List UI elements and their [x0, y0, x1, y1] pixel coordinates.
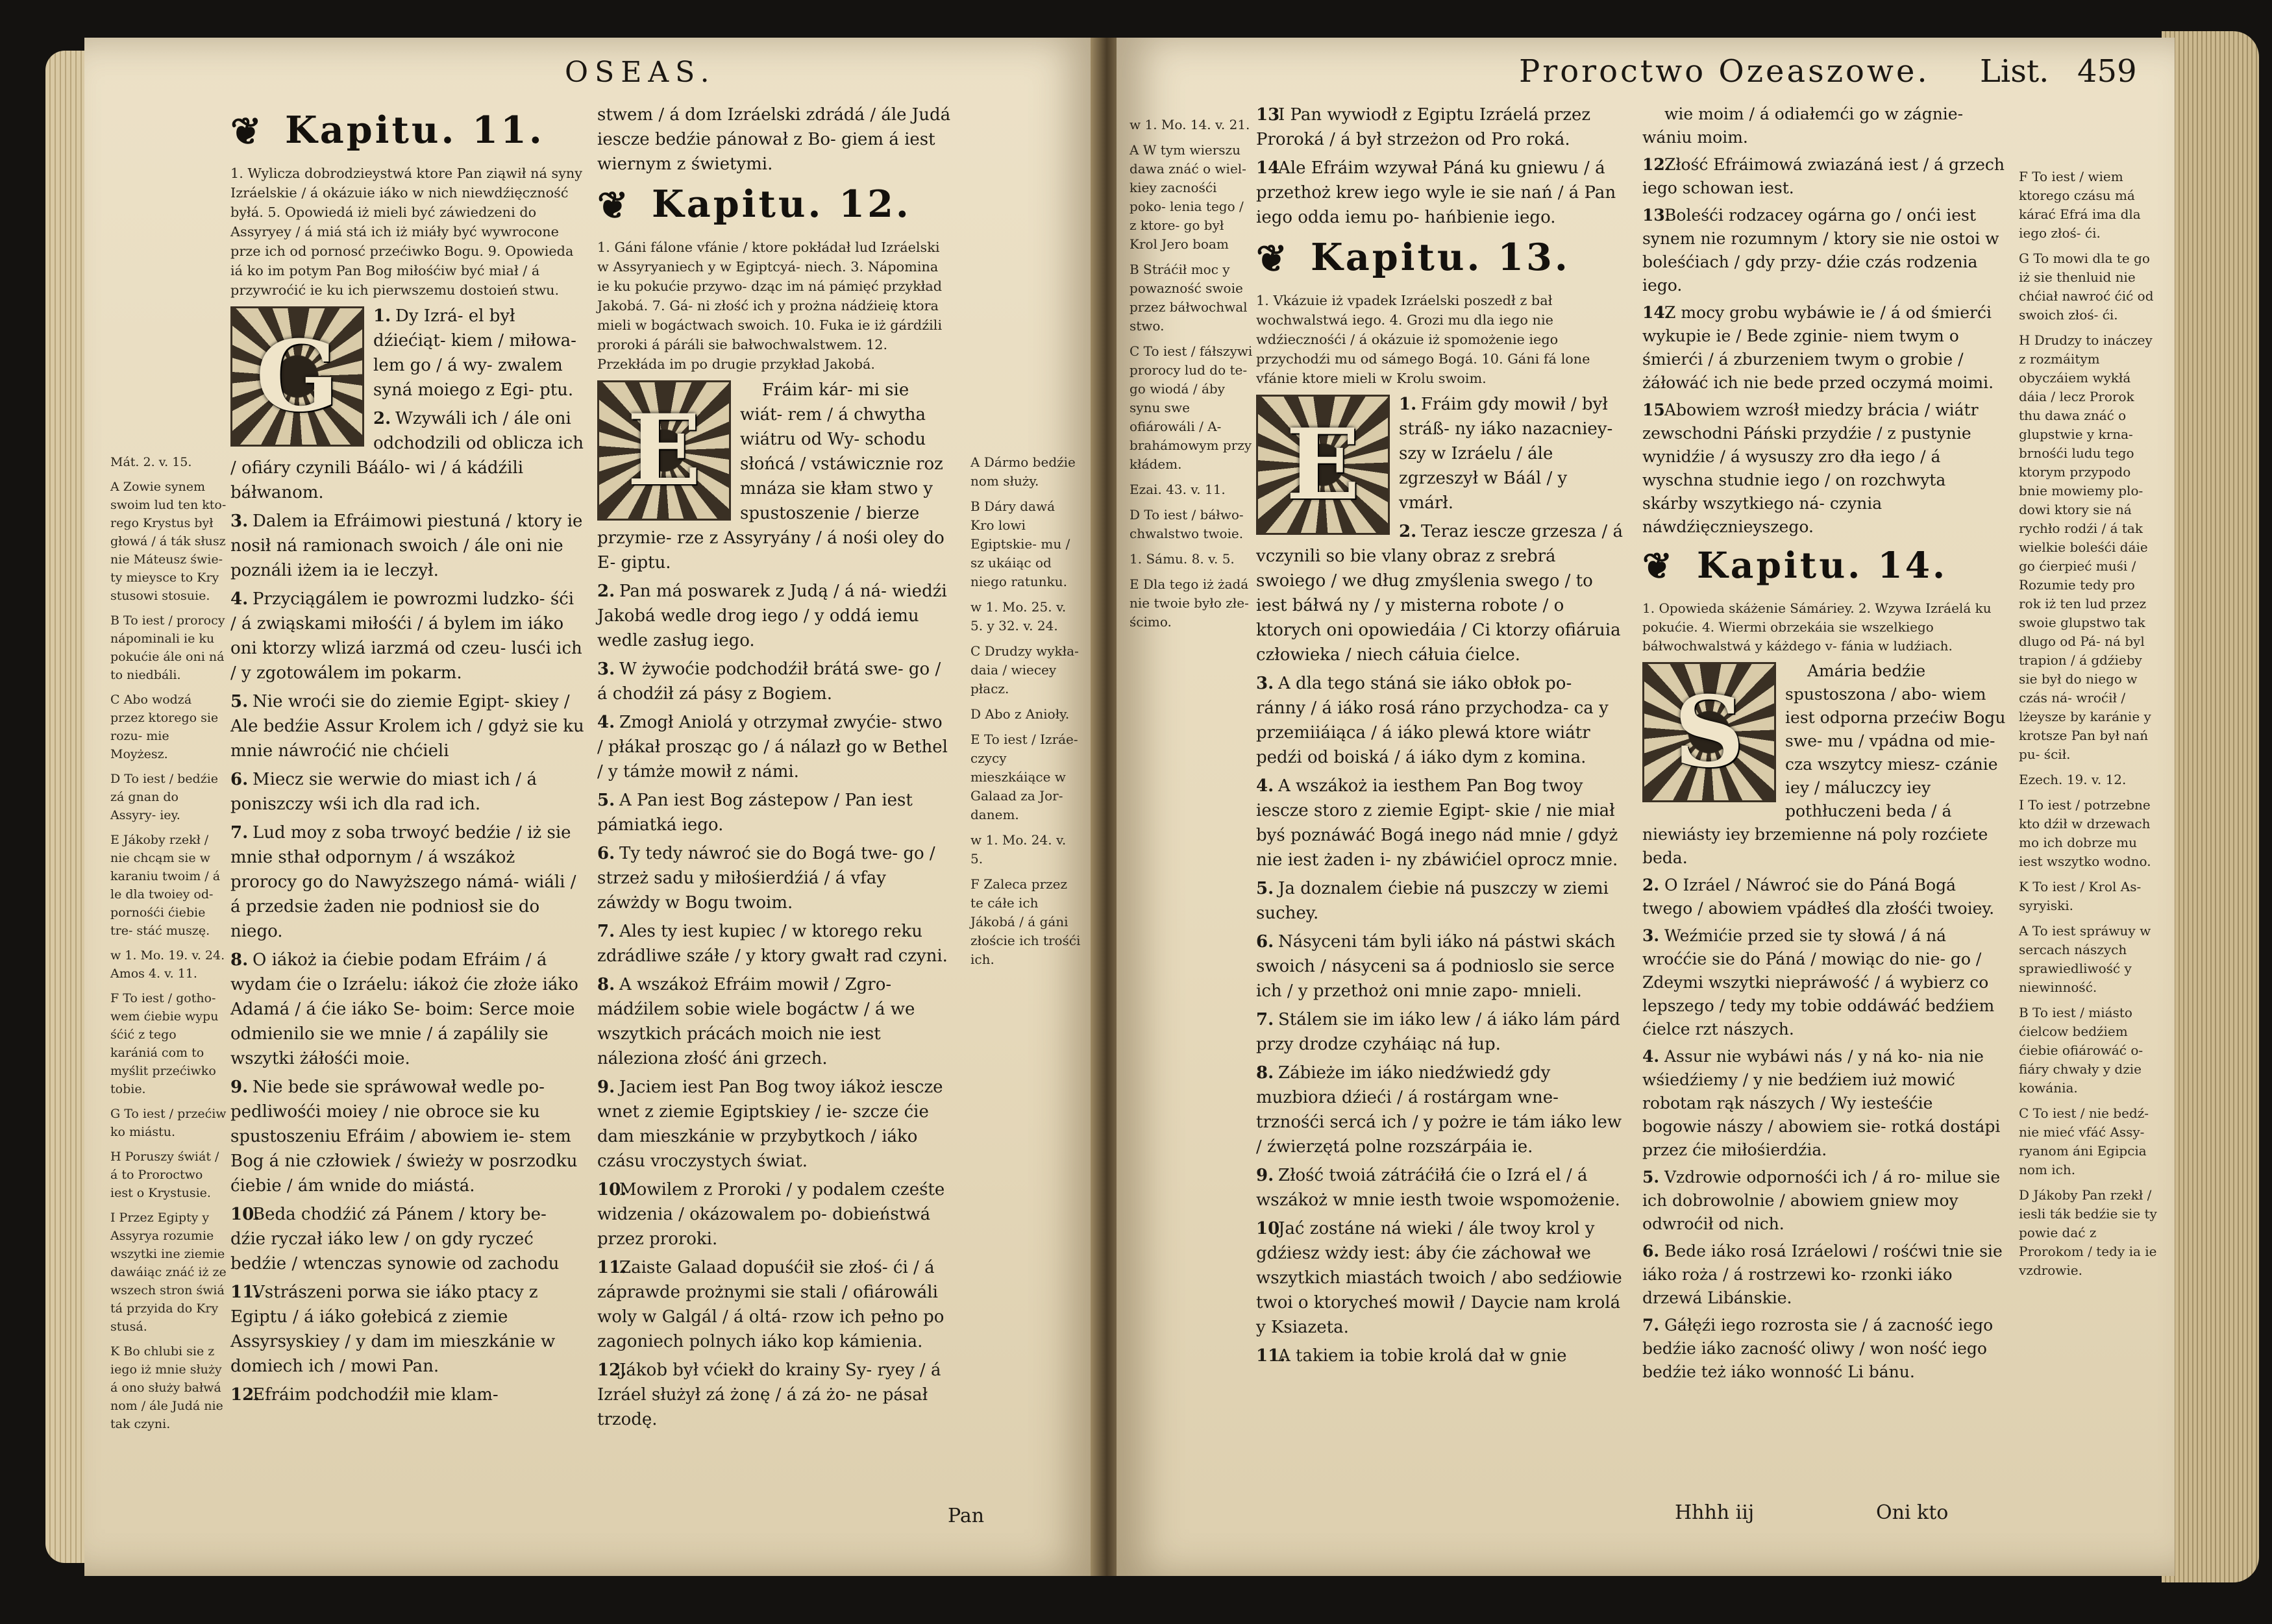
verse-number: 4. — [1642, 1046, 1660, 1066]
margin-note: D Abo z Anioły. — [970, 706, 1070, 722]
margin-note: Mát. 2. v. 15. — [110, 455, 192, 469]
verse-text: Dalem ia Efráimowi piestuná / ktory ie nosił ná ramionach swoich / ále oni nie poználi iżem ia ie leczył. — [230, 511, 583, 580]
verse-text: Zaiste Galaad dopuśćił sie złoś- ći / á záprawde prożnymi sie stali / ofiárowáli woly w Galgál / á oltá- rzow ich pełno po zagoniech polnych iáko kop kámienia. — [597, 1258, 945, 1351]
verse-number: 3. — [1256, 674, 1274, 693]
verse-number: 12. — [1642, 155, 1671, 174]
verse-text: Pan má poswarek z Judą / á ná- wiedźi Jakobá wedle drog iego / y oddá iemu wedle zasług iego. — [597, 582, 947, 650]
verse-text: Zmogł Aniolá y otrzymał zwyćie- stwo / płákał prosząc go / á nálazł go w Bethel / y támże mowił z námi. — [597, 713, 948, 781]
verse-text: W żywoćie podchodźił brátá swe- go / á chodźił zá pásy z Bogiem. — [597, 659, 941, 704]
chapter-heading-11 — [230, 106, 584, 158]
chapter-ornament-icon: ❦ — [1256, 237, 1290, 280]
chapter-summary: 1. Wylicza dobrodzieystwá ktore Pan ziąwił ná syny Izráelskie / á okázuie iáko w nich niewdźięczność byłá. 5. Opowiedá iż mieli być záwiedzeni do Assyryey / á miá stá ich iż miáły być wywrocone prze ich od pornosć przećiwko Bogu. 9. Opowieda iá ko im potym Pan Bog miłośćiw być miał / á przywroćić ie ku ich pierwszemu dostoień stwu. — [230, 166, 583, 298]
verse-text: A wszákoż Efráim mowił / Zgro- mádźilem sobie wiele bogáctw / á we wszytkich prácách moich nie iest náleziona złość áni grzech. — [597, 975, 915, 1068]
verse — [230, 689, 584, 763]
chapter-summary: 1. Vkázuie iż vpadek Izráelski poszedł z bał wochwalstwá iego. 4. Grozi mu dla iego nie wdźiecznośći / á okázuie iż spomożenie iego przychodźi mu od sámego Bogá. 10. Gáni fá lone vfánie ktore mieli w Krolu swoim. — [1256, 293, 1590, 386]
margin-note: E Jákoby rzekł / nie chcąm sie w karaniu twoim / á le dla twoiey od- pornośći ćiebie tre- stáć muszę. — [110, 833, 221, 938]
margin-note: w 1. Mo. 24. v. 5. — [970, 832, 1067, 867]
chapter-summary: 1. Opowieda skáżenie Sámáriey. 2. Wzywa Izráelá ku pokućie. 4. Wiermi obrzekáia sie wszelkiego báłwochwalstwá y káżdego v- fánia w ludźiach. — [1642, 600, 1992, 654]
verse — [597, 1075, 951, 1174]
initial-letter: S — [1673, 674, 1745, 789]
chapter-title: Kapitu. 12. — [652, 182, 911, 226]
verse-number: 7. — [1642, 1315, 1660, 1335]
verse-text: Mowilem z Proroki / y podalem cześte widzenia / okázowalem po- dobieństwá przez proroki. — [597, 1180, 945, 1249]
verse-number: 8. — [1256, 1063, 1274, 1083]
left-outer-margin-notes — [110, 453, 227, 1440]
verse — [1642, 301, 2006, 395]
margin-note: C To iest / fáłszywi prorocy lud do te- go wiodá / áby synu swe ofiárowáli / A- brahámowym przy kłádem. — [1130, 343, 1253, 472]
verse-number: 7. — [597, 922, 615, 941]
verse-number: 5. — [1642, 1167, 1660, 1187]
verse-number: 4. — [230, 589, 249, 609]
margin-note: I To iest / potrzebne kto dźił w drzewach mo ich dobrze mu iest wszytko wodno. — [2019, 797, 2151, 869]
margin-note: A To iest spráwuy w sercach nászych sprawiedliwość y niewinność. — [2019, 923, 2151, 995]
verse-list — [1256, 392, 1626, 1368]
verse-number: 11. — [597, 1258, 627, 1277]
verse-number: 13. — [1642, 206, 1671, 225]
catchword: Pan — [948, 1505, 985, 1527]
verse-text: Wzywáli ich / ále oni odchodzili od oblicza ich / ofiáry czynili Báálo- wi / á kádźili báłwanom. — [230, 409, 584, 502]
verse-number: 8. — [230, 950, 249, 970]
verse-text: wie moim / á odiałemći go w zágnie- wániu moim. — [1642, 105, 1964, 147]
verse-number: 4. — [1256, 776, 1274, 796]
margin-note: B Stráćił moc y powazność swoie przez báłwochwal stwo. — [1130, 262, 1248, 334]
margin-note: C To iest / nie bedź- nie mieć vfáć Assy- ryanom áni Egipcia nom ich. — [2019, 1105, 2149, 1177]
left-running-head: OSEAS. — [565, 56, 716, 89]
right-inner-margin-notes — [1130, 116, 1253, 638]
verse — [597, 1358, 951, 1432]
verse-number: 9. — [597, 1077, 615, 1097]
margin-note: I Przez Egipty y Assyrya rozumie wszytki ine ziemie dawáiąc znáć iż ze wszech stron świá tá przyida do Kry stusá. — [110, 1211, 227, 1334]
verse — [1256, 1163, 1626, 1212]
initial-letter: E — [626, 393, 702, 508]
chapter-ornament-icon: ❦ — [230, 110, 264, 153]
verse-text: Przyciągálem ie powrozmi ludzko- śći / á zwiąskami miłośći / á bylem im iáko oni ktorzy wlizá iarzmá od czeu- lusći ich / y zgotowálem im pokarm. — [230, 589, 582, 683]
verse-text: A Pan iest Bog zástepow / Pan iest pámiatká iego. — [597, 791, 913, 835]
verse-number: 14. — [1642, 303, 1671, 322]
verse-number: 11. — [1256, 1346, 1286, 1366]
verse — [597, 972, 951, 1071]
leaf-label: List. — [1980, 53, 2049, 90]
verse — [597, 1255, 951, 1354]
margin-note: Ezai. 43. v. 11. — [1130, 482, 1226, 497]
verse-number: 1. — [1399, 395, 1417, 414]
verse-number: 6. — [1642, 1241, 1660, 1261]
margin-note: H Poruszy świát / á to Proroctwo iest o Krystusie. — [110, 1150, 219, 1200]
verse — [597, 841, 951, 915]
margin-note: B Dáry dawá Kro lowi Egiptskie- mu / sz ukáiąc od niego ratunku. — [970, 498, 1070, 589]
right-outer-margin-notes — [2019, 167, 2158, 1286]
verse — [1642, 874, 2006, 920]
left-inner-margin-notes — [970, 453, 1081, 976]
margin-note: A Dármo bedźie nom służy. — [970, 454, 1076, 489]
verse — [1642, 153, 2006, 200]
verse — [230, 948, 584, 1071]
verse — [1642, 1240, 2006, 1310]
margin-note: B To iest / prorocy nápominali ie ku pokućie ále oni ná to niedbáli. — [110, 613, 225, 682]
verse-text: Z mocy grobu wybáwie ie / á od śmierći wykupie ie / Bede zginie- niem twym o śmierći / á zburzeniem twym o grobie / żáłowáć ich nie bede przed oczymá moimi. — [1642, 303, 1994, 392]
verse-number: 6. — [230, 770, 249, 789]
verse-number: 9. — [1256, 1166, 1274, 1185]
verse-list-top — [1642, 103, 2006, 539]
margin-note: C Abo wodzá przez ktorego sie rozu- mie Moyżesz. — [110, 693, 219, 761]
verse — [230, 1075, 584, 1198]
leaf-number: 459 — [2077, 53, 2137, 90]
verse-number: 3. — [597, 659, 615, 679]
margin-note: K Bo chlubi sie z iego iż mnie służy á ono służy bałwá nom / ále Judá nie tak czyni. — [110, 1344, 223, 1431]
open-book — [26, 12, 2253, 1615]
margin-note: A W tym wierszu dawa znáć o wiel- kiey zacnośći poko- lenia tego / z ktore- go był Krol Jero boam — [1130, 142, 1246, 252]
verse — [1256, 519, 1626, 667]
verse-number: 15 — [1642, 400, 1665, 419]
verse-text: Vzdrowie odpornośći ich / á ro- milue sie ich dobrowolnie / abowiem gniew moy odwroćił od nich. — [1642, 1167, 2001, 1233]
verse-number: 5. — [1256, 879, 1274, 898]
verse-text: Ales ty iest kupiec / w ktorego reku zdrádliwe száłe / y ktory gwałt rad czyni. — [597, 922, 948, 966]
verse-text: Vstrászeni porwa sie iáko ptacy z Egiptu / á iáko gołebicá z ziemie Assyrsyskiey / y dam im mieszkánie w domiech ich / mowi Pan. — [230, 1283, 556, 1376]
verse-text: Bede iáko rosá Izráelowi / rośćwi tnie sie iáko roża / á rostrzewi ko- rzonki iáko drzewá Libánskie. — [1642, 1241, 2003, 1307]
chapter-title: Kapitu. 13. — [1311, 236, 1570, 279]
verse-number: 1. — [373, 306, 391, 326]
verse — [1256, 1344, 1626, 1368]
verse — [1256, 1216, 1626, 1340]
chapter-title: Kapitu. 11. — [285, 108, 545, 152]
verse-number: 4. — [597, 713, 615, 732]
verse-text: Lud moy z soba trwoyć bedźie / iż sie mnie sthał odpornym / á wszákoż prorocy go do Nawyższego námá- wiáli / á przedsie żaden nie podniosł sie do niego. — [230, 823, 576, 941]
left-page — [84, 38, 1097, 1576]
verse-number: 12. — [597, 1360, 627, 1380]
verse-number: 7. — [230, 823, 249, 843]
margin-note: E To iest / Izráe- czycy mieszkáiące w Galaad za Jor- danem. — [970, 732, 1078, 822]
verse — [230, 820, 584, 944]
chapter-ornament-icon: ❦ — [1642, 544, 1675, 587]
verse-number: 5. — [597, 791, 615, 810]
margin-note: D Jákoby Pan rzekł / iesli ták bedźie sie ty powie dać z Prorokom / tedy ia ie vzdrowie. — [2019, 1187, 2157, 1278]
left-column-2 — [597, 103, 951, 1436]
margin-note: w 1. Mo. 25. v. 5. y 32. v. 24. — [970, 599, 1067, 634]
catchword: Oni kto — [1876, 1501, 1949, 1524]
margin-note: F To iest / wiem ktorego czásu má kárać Efrá ima dla iego złoś- ći. — [2019, 169, 2141, 241]
verse — [1642, 1045, 2006, 1162]
verse-text: Fráim gdy mowił / był stráß- ny iáko nazacniey- szy w Izráelu / ále zgrzeszył w Báál / y vmárł. — [1399, 395, 1613, 513]
margin-note: D To iest / báłwo- chwalstwo twoie. — [1130, 507, 1244, 541]
margin-note: G To iest / przećiw ko miástu. — [110, 1107, 227, 1139]
verse-text: Złość twoiá zátráćiłá ćie o Izrá el / á wszákoż w mnie iesth twoie wspomożenie. — [1256, 1166, 1620, 1210]
verse — [1256, 774, 1626, 872]
verse — [230, 1280, 584, 1379]
verse — [1642, 1314, 2006, 1384]
verse — [230, 1383, 584, 1407]
verse-text: Assur nie wybáwi nás / y ná ko- nia nie wśiedźiemy / y nie bedźiem iuż mowić robotam rąk nászych / Wy iesteśćie bogowie nászy / abowiem sie- rotká dostápi przez ćie miłośierdźia. — [1642, 1046, 2001, 1159]
decorated-initial — [597, 380, 731, 521]
verse — [1256, 1061, 1626, 1159]
verse-text: Miecz sie werwie do miast ich / á poniszczy wśi ich dla rad ich. — [230, 770, 537, 814]
verse-number: 10 — [1256, 1219, 1280, 1238]
verse-text: O Izráel / Náwroć sie do Páná Bogá twego / abowiem vpádłeś dla złośći twoiey. — [1642, 875, 1995, 918]
verse — [597, 579, 951, 653]
margin-note: K To iest / Krol As- syryiski. — [2019, 879, 2142, 913]
verse-number: 11. — [230, 1283, 260, 1302]
verse-text: Ty tedy náwroć sie do Bogá twe- go / strzeż sadu y miłośierdźiá / á vfay záwżdy w Bogu twoim. — [597, 844, 935, 913]
verse — [597, 788, 951, 837]
verse — [1642, 1166, 2006, 1236]
chapter-heading-14 — [1642, 543, 2006, 594]
verse — [1642, 924, 2006, 1041]
decorated-initial — [1256, 395, 1390, 535]
verse — [1642, 204, 2006, 297]
verse-number: 7. — [1256, 1010, 1274, 1029]
verse-number: 6. — [597, 844, 615, 863]
verse-number: 13 — [1256, 105, 1280, 125]
chapter-title: Kapitu. 14. — [1697, 544, 1948, 586]
verse-list — [597, 378, 951, 1432]
verse-text: Abowiem wzrośł miedzy brácia / wiátr zewschodni Páński przydźie / z pustynie wynidźie / á wysuszy zro dła iego / á wyschna studnie iego / on rozchwyta skárby wszytkiego ná- czynia náwdźięcznieyszego. — [1642, 400, 1979, 536]
right-page-edges — [2162, 31, 2259, 1582]
verse — [1256, 1007, 1626, 1057]
verse — [1256, 671, 1626, 770]
verse-number: 2. — [1399, 522, 1417, 541]
verse-text: Nie wroći sie do ziemie Egipt- skiey / Ale bedźie Assur Krolem ich / gdyż sie ku mnie náwroćić nie chćieli — [230, 692, 584, 761]
verse — [230, 1202, 584, 1276]
verse-number: 9. — [230, 1077, 249, 1097]
verse-text: Jać zostáne ná wieki / ále twoy krol y gdźiesz wżdy iest: áby ćie záchował we wszytkich miastách twoich / abo sedźiowie twoi o ktorycheś mowił / Daycie nam krolá y Ksiazeta. — [1256, 1219, 1622, 1337]
verse-text: Złość Efráimowá zwiazáná iest / á grzech iego schowan iest. — [1642, 155, 2005, 197]
verse-text: Násyceni tám byli iáko ná pástwi skách swoich / násyceni sa á podnioslo sie serce ich / y przethoż oni mnie zapo- mnieli. — [1256, 932, 1616, 1001]
initial-letter: G — [255, 319, 340, 434]
verse-text: Zábieże im iáko niedźwiedź gdy muzbiora dźieći / á rostárgam wne- trznośći sercá ich / y pożre ie tám iáko lew / źwierzętá polne rozszárpáia ie. — [1256, 1063, 1622, 1157]
verse — [597, 919, 951, 968]
right-page — [1117, 38, 2175, 1576]
verse-text: Jákob był vćiekł do krainy Sy- ryey / á Izráel służył zá żonę / á zá żo- ne pásał trzodę. — [597, 1360, 941, 1429]
verse-text: Beda chodźić zá Pánem / ktory be- dźie ryczał iáko lew / on gdy ryczeć bedźie / wtenczas synowie od zachodu — [230, 1205, 560, 1273]
margin-note: B To iest / miásto ćielcow bedźiem ćiebie ofiárowáć o- fiáry chwały y dzie kowánia. — [2019, 1005, 2143, 1096]
verse — [1256, 876, 1626, 926]
verse-text: Nie bede sie spráwował wedle po- pedliwośći moiey / nie obroce sie ku spustoszeniu Efráim / abowiem ie- stem Bog á nie człowiek / świeży w posrzodku ćiebie / ám wnide do miástá. — [230, 1077, 578, 1196]
margin-note: 1. Sámu. 8. v. 5. — [1130, 551, 1235, 567]
verse-number: 3. — [1642, 926, 1660, 945]
margin-note: G To mowi dla te go iż sie thenluid nie chćiał nawroć ćić od swoich złoś- ći. — [2019, 251, 2154, 323]
verse-text: Efráim podchodźił mie klam- — [253, 1385, 499, 1405]
right-column-1 — [1256, 103, 1626, 1372]
right-column-2 — [1642, 103, 2006, 1388]
verse-text: Gáłęźi iego rozrosta sie / á zacność iego bedźie iáko zacność oliwy / won ność iego bedźie też iáko wonność Li bánu. — [1642, 1315, 1994, 1381]
verse-text: Ja doznalem ćiebie ná puszczy w ziemi suchey. — [1256, 879, 1609, 923]
verse-text: A takiem ia tobie krolá dał w gnie — [1278, 1346, 1567, 1366]
verse-text: Amária bedźie spustoszona / abo- wiem iest odporna przećiw Bogu swe- mu / vpádna od mie- cza wszytcy miesz- czánie iey / máluczcy iey pothłuczeni beda / á niewiásty iey brzemienne ná poly rozćiete beda. — [1642, 661, 2006, 867]
verse-number: 5. — [230, 692, 249, 711]
verse-number: 3. — [230, 511, 249, 531]
verse — [230, 509, 584, 583]
verse-number: 10. — [230, 1205, 260, 1224]
continued-text: stwem / á dom Izráelski zdrádá / ále Judá iescze bedźie pánował z Bo- giem á iest wiernym z świetymi. — [597, 105, 951, 174]
verse-list — [230, 304, 584, 1407]
verse — [1642, 399, 2006, 539]
verse-number: 8. — [597, 975, 615, 994]
verse — [1256, 156, 1626, 230]
verse — [1256, 929, 1626, 1003]
verse-text: Stálem sie im iáko lew / á iáko lám párd przy drodze czyháiąc ná łup. — [1256, 1010, 1620, 1054]
margin-note: w 1. Mo. 14. v. 21. — [1130, 117, 1250, 132]
verse — [230, 587, 584, 685]
verse-text: Jaciem iest Pan Bog twoy iákoż iescze wnet z ziemie Egiptskiey / ie- szcze ćie dam mieszkánie w przybytkoch / iáko czásu vroczystych świat. — [597, 1077, 943, 1171]
margin-note: F To iest / gotho- wem ćiebie wypu śćić z tego karániá com to myślit przećiwko tobie. — [110, 991, 219, 1096]
verse-number: 12. — [230, 1385, 260, 1405]
margin-note: Ezech. 19. v. 12. — [2019, 772, 2127, 787]
left-column-1 — [230, 103, 584, 1411]
chapter-summary: 1. Gáni fálone vfánie / ktore pokłádał lud Izráelski w Assyryaniech y w Egiptcyá- niech. 3. Nápomina ie ku pokućie przywo- dząc im ná pámięć przykład Jakobá. 7. Gá- ni złość ich y prożna nádźieię ktora mieli w bogáctwach swoich. 10. Fuka ie iż gárdźili proroki á páráli sie bałwochwalstwem. 12. Przekłáda im po drugie przykład Jakobá. — [597, 240, 943, 372]
verse-text: A dla tego stáná sie iáko obłok po- ránny / á iáko rosá ráno przychodza- ca y przemiiáiąca / á iáko plewá ktore wiátr pedźi od boiská / á iáko dym z komina. — [1256, 674, 1609, 767]
verse — [597, 657, 951, 706]
verse-text: Weźmićie przed sie ty słowá / á ná wroććie sie do Páná / mowiąc do nie- go / Zdeymi wszytki niepráwość / á wybierz co lepszego / tedy my tobie oddáwáć bedźiem ćielce rzt nászych. — [1642, 926, 1995, 1039]
verse-number: 2. — [373, 409, 391, 428]
verse — [1642, 103, 2006, 149]
margin-note: C Drudzy wykła- daia / wiecey płacz. — [970, 643, 1079, 696]
decorated-initial — [1642, 662, 1776, 802]
chapter-heading-13 — [1256, 234, 1626, 286]
decorated-initial — [230, 306, 364, 447]
margin-note: E Dla tego iż żadá nie twoie było złe- ścimo. — [1130, 576, 1249, 630]
verse-number: 2. — [1642, 875, 1660, 894]
verse-text: I Pan wywiodł z Egiptu Izráelá przez Proroká / á był strzeżon od Pro roká. — [1256, 105, 1591, 149]
verse-text: Dy Izrá- el był dźiećiąt- kiem / miłowa- lem go / á wy- zwalem syná moiego z Egi- ptu. — [373, 306, 576, 400]
margin-note: F Zaleca przez te cáłe ich Jákobá / á gáni złoście ich trośći ich. — [970, 876, 1081, 967]
verse-text: Boleśći rodzacey ogárna go / onći iest synem nie rozumnym / ktory sie nie ostoi w boleśćiach / gdy przy- dźie czás rodzenia iego. — [1642, 206, 1999, 295]
margin-note: A Zowie synem swoim lud ten kto- rego Krystus był głowá / á ták słusz nie Máteusz świe- ty mieysce to Kry stusowi stosuie. — [110, 480, 227, 603]
verse-text: Ale Efráim wzywał Páná ku gniewu / á przethoż krew iego wyle ie sie nań / á Pan iego odda iemu po- hańbienie iego. — [1256, 158, 1616, 227]
verse-text: A wszákoż ia iesthem Pan Bog twoy iescze storo z ziemie Egipt- skie / nie miał byś poznáwáć Bogá inego nád mnie / gdyż nie iest żaden i- ny zbáwićiel oprocz mnie. — [1256, 776, 1618, 870]
margin-note: w 1. Mo. 19. v. 24. Amos 4. v. 11. — [110, 948, 225, 981]
verse-text: Fráim kár- mi sie wiát- rem / á chwytha wiátru od Wy- schodu słońcá / vstáwicznie roz mnáza sie kłam stwo y spustoszenie / bierze przymie- rze z Assyryány / á nośi oley do E- giptu. — [597, 380, 945, 572]
verse-number: 6. — [1256, 932, 1274, 952]
margin-note: D To iest / bedźie zá gnan do Assyry- iey. — [110, 772, 219, 822]
initial-letter: E — [1285, 408, 1361, 522]
verse-number: 2. — [597, 582, 615, 601]
verse-text: O iákoż ia ćiebie podam Efráim / á wydam ćie o Izráelu: iákoż ćie złoże iáko Adamá / á ćie iáko Se- boim: Serce moie odmienilo sie we mnie / á zapálily sie wszytki żáłośći moie. — [230, 950, 578, 1068]
signature-mark: Hhhh iij — [1675, 1501, 1755, 1524]
verse — [597, 1177, 951, 1251]
verse-text: Teraz iescze grzesza / á vczynili so bie vlany obraz z srebrá swoiego / we dług zmyślenia swego / to iest báłwá ny / y misterna robote / o ktorych oni opowiedáia / Ci ktorzy ofiáruia człowieka / niech cáłuia ćielce. — [1256, 522, 1624, 665]
right-running-head: Proroctwo Ozeaszowe. — [1519, 53, 1930, 90]
chapter-ornament-icon: ❦ — [597, 184, 631, 227]
chapter-heading-12 — [597, 180, 951, 232]
verse-number: 10. — [597, 1180, 627, 1200]
verse — [1256, 103, 1626, 152]
margin-note: H Drudzy to ináczey z rozmáitym obyczáiem wykłá dáia / lecz Prorok thu dawa znáć o glupstwie y krna- brnośći ludu tego ktorym przypodo bnie mowiemy plo- dowi ktory sie ná rychło rodźi / á tak wielkie boleśći dáie go ćierpieć muśi / Rozumie tedy pro rok iż ten lud przez swoie glupstwo tak dlugo od Pá- ná byl trapion / á gdźieby sie był do niego w czás ná- wroćił / lżeysze by karánie y krotsze Pan był nań pu- ścił. — [2019, 332, 2153, 762]
verse-list-top — [1256, 103, 1626, 230]
verse — [230, 767, 584, 817]
verse — [597, 710, 951, 784]
verse-number: 14 — [1256, 158, 1280, 178]
